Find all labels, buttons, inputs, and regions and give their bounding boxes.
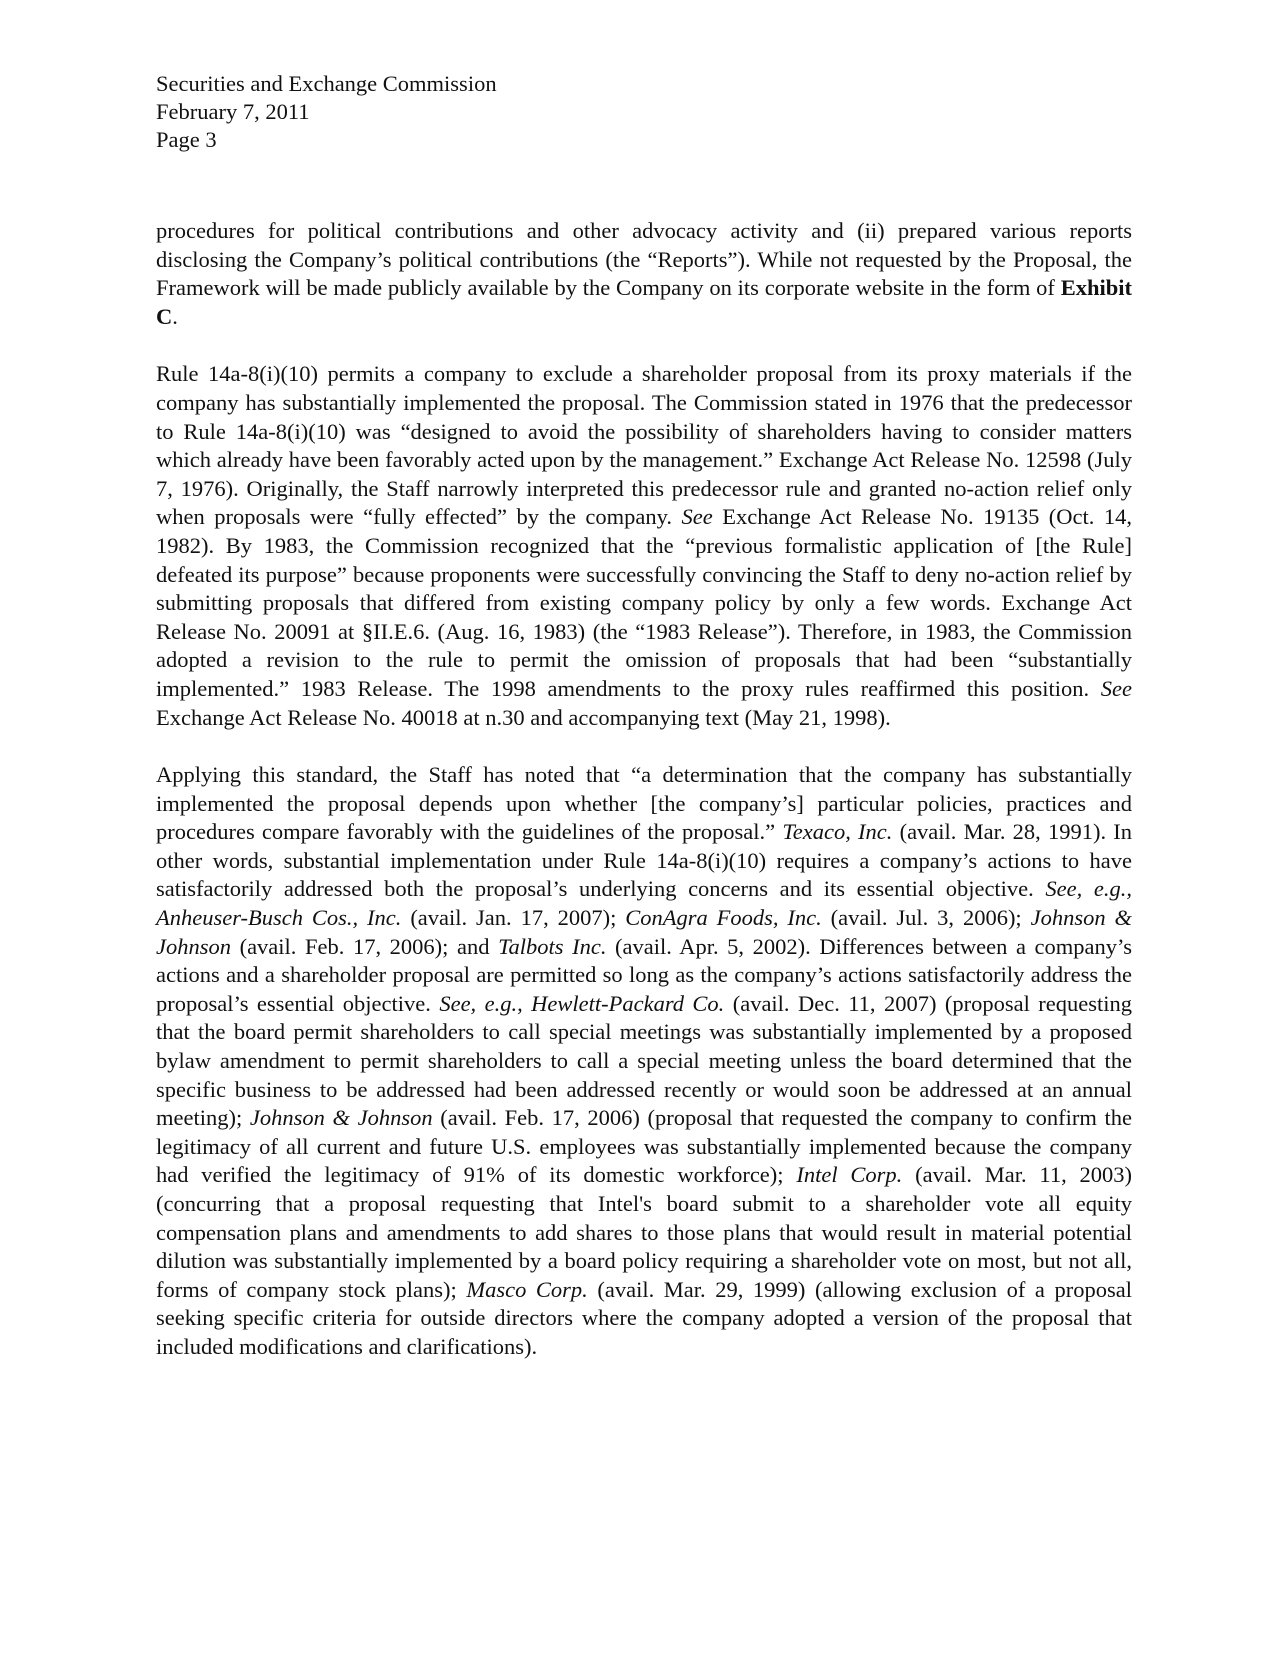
- paragraph-text: Rule 14a-8(i)(10) permits a company to exclude a shareholder proposal from its proxy materials if the company has substantially implemented the proposal. The Commission stated in 1976 that the predecessor to Rule 14a-8(i)(10) was “designed to avoid the possibility of shareholders having to consider matters which already have been favorably acted upon by the management.” Exchange Act Release No. 12598 (July 7, 1976). Originally, the Staff narrowly interpreted this predecessor rule and granted no-action relief only when proposals were “fully effected” by the company.: [156, 361, 1132, 530]
- letter-header: [156, 70, 756, 154]
- citation-text: See: [681, 504, 713, 530]
- citation-text: See: [1100, 675, 1132, 701]
- paragraph-text: Applying this standard, the Staff has noted that “a determination that the company has substantially implemented the proposal depends upon whether [the company’s] particular policies, practices and procedures compare favorably with the guidelines of the proposal.”: [156, 762, 1132, 845]
- citation-text: See, e.g., Anheuser-Busch Cos., Inc.: [156, 876, 1132, 931]
- paragraph-text: Exchange Act Release No. 40018 at n.30 and accompanying text (May 21, 1998).: [156, 704, 891, 730]
- header-date: February 7, 2011: [156, 99, 310, 124]
- citation-text: Texaco, Inc.: [782, 819, 893, 845]
- body-paragraph: [156, 217, 1132, 331]
- paragraph-text: (avail. Mar. 29, 1999) (allowing exclusion of a proposal seeking specific criteria for outside directors where the company adopted a version of the proposal that included modifications and clarifications).: [156, 1276, 1132, 1359]
- paragraph-text: (avail. Feb. 17, 2006); and: [231, 933, 499, 959]
- citation-text: See, e.g., Hewlett-Packard Co.: [439, 990, 725, 1016]
- citation-text: Johnson & Johnson: [156, 905, 1132, 959]
- body-paragraph: [156, 761, 1132, 1361]
- paragraph-text: .: [172, 303, 178, 329]
- citation-text: Intel Corp.: [796, 1162, 903, 1188]
- body-paragraph: [156, 360, 1132, 732]
- paragraph-text: (avail. Feb. 17, 2006) (proposal that requested the company to confirm the legitimacy of all current and future U.S. employees was substantially implemented because the company had verified the legitimacy of 91% of its domestic workforce);: [156, 1105, 1132, 1188]
- emphasis-text: Exhibit C: [156, 275, 1132, 329]
- header-recipient: Securities and Exchange Commission: [156, 71, 497, 96]
- citation-text: Talbots Inc.: [498, 933, 607, 959]
- paragraph-text: (avail. Jul. 3, 2006);: [821, 905, 1031, 931]
- citation-text: Johnson & Johnson: [249, 1105, 433, 1131]
- citation-text: ConAgra Foods, Inc.: [625, 905, 822, 931]
- paragraph-text: (avail. Dec. 11, 2007) (proposal requesting that the board permit shareholders to call special meetings was substantially implemented by a proposed bylaw amendment to permit shareholders to call a special meeting unless the board determined that the specific business to be addressed had been addressed recently or would soon be addressed at an annual meeting);: [156, 990, 1132, 1131]
- citation-text: Masco Corp.: [466, 1276, 588, 1302]
- header-page-number: Page 3: [156, 127, 217, 152]
- letter-body: [156, 217, 1132, 1391]
- paragraph-text: Exchange Act Release No. 19135 (Oct. 14, 1982). By 1983, the Commission recognized that the “previous formalistic application of [the Rule] defeated its purpose” because proponents were successfully convincing the Staff to deny no-action relief by submitting proposals that differed from existing company policy by only a few words. Exchange Act Release No. 20091 at §II.E.6. (Aug. 16, 1983) (the “1983 Release”). Therefore, in 1983, the Commission adopted a revision to the rule to permit the omission of proposals that had been “substantially implemented.” 1983 Release. The 1998 amendments to the proxy rules reaffirmed this position.: [156, 504, 1132, 701]
- paragraph-text: (avail. Jan. 17, 2007);: [401, 905, 626, 931]
- paragraph-text: procedures for political contributions and other advocacy activity and (ii) prepared various reports disclosing the Company’s political contributions (the “Reports”). While not requested by the Proposal, the Framework will be made publicly available by the Company on its corporate website in the form of: [156, 218, 1132, 301]
- paragraph-text: (avail. Mar. 28, 1991). In other words, substantial implementation under Rule 14a-8(i)(10) requires a company’s actions to have satisfactorily addressed both the proposal’s underlying concerns and its essential objective.: [156, 819, 1132, 902]
- paragraph-text: (avail. Apr. 5, 2002). Differences between a company’s actions and a shareholder proposal are permitted so long as the company’s actions satisfactorily address the proposal’s essential objective.: [156, 933, 1133, 1016]
- paragraph-text: (avail. Mar. 11, 2003) (concurring that a proposal requesting that Intel's board submit to a shareholder vote all equity compensation plans and amendments to add shares to those plans that would result in material potential dilution was substantially implemented by a board policy requiring a shareholder vote on most, but not all, forms of company stock plans);: [156, 1162, 1133, 1302]
